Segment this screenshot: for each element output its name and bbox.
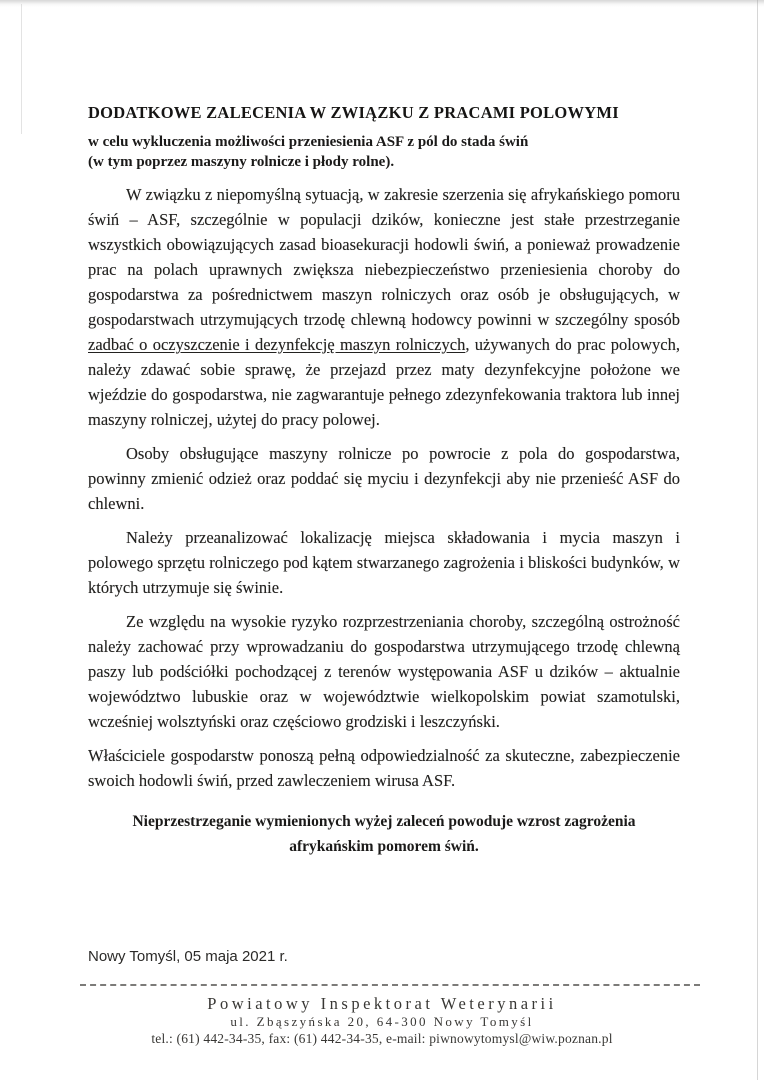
paragraph-text: , używanych do prac polowych, należy zdawać sobie sprawę, że przejazd przez maty dezynfekcyjne położone we wjeździe do gospodarstwa, nie zagwarantuje pełnego zdezynfekowania traktora lub innej maszyny rolniczej, użytej do pracy polowej.: [88, 335, 680, 429]
paragraph-text: Ze względu na wysokie ryzyko rozprzestrzeniania choroby, szczególną ostrożność należy zachować przy wprowadzaniu do gospodarstwa utrzymującego trzodę chlewną paszy lub podściółki pochodzącej z terenów występowania ASF u dzików – aktualnie województwo lubuskie oraz w województwie wielkopolskim powiat szamotulski, wcześniej wolsztyński oraz częściowo grodziski i leszczyński.: [88, 612, 680, 731]
paragraph: [88, 609, 680, 734]
footer-contact: tel.: (61) 442-34-35, fax: (61) 442-34-35, e-mail: piwnowytomysl@wiw.poznan.pl: [151, 1031, 613, 1046]
document-subtitle: [88, 132, 680, 172]
paragraph-text: Osoby obsługujące maszyny rolnicze po powrocie z pola do gospodarstwa, powinny zmienić odzież oraz poddać się myciu i dezynfekcji aby nie przenieść ASF do chlewni.: [88, 444, 680, 513]
paragraph-text: Właściciele gospodarstw ponoszą pełną odpowiedzialność za skuteczne, zabezpieczenie swoich hodowli świń, przed zawleczeniem wirusa ASF.: [88, 746, 680, 790]
paragraph: [88, 182, 680, 432]
paragraph-text: W związku z niepomyślną sytuacją, w zakresie szerzenia się afrykańskiego pomoru świń – ASF, szczególnie w populacji dzików, konieczne jest stałe przestrzeganie wszystkich obowiązujących zasad bioasekuracji hodowli świń, a ponieważ prowadzenie prac na polach uprawnych zwiększa niebezpieczeństwo przeniesienia choroby do gospodarstwa za pośrednictwem maszyn rolniczych oraz osób je obsługujących, w gospodarstwach utrzymujących trzodę chlewną hodowcy powinni w szczególny sposób: [88, 185, 680, 329]
document-content: [88, 0, 680, 859]
dateline: Nowy Tomyśl, 05 maja 2021 r.: [88, 948, 288, 965]
footer-address: ul. Zbąszyńska 20, 64-300 Nowy Tomyśl: [230, 1014, 534, 1029]
document-title: DODATKOWE ZALECENIA W ZWIĄZKU Z PRACAMI POLOWYMI: [88, 103, 619, 122]
paragraph: [88, 441, 680, 516]
document-subtitle-line-1: w celu wykluczenia możliwości przeniesienia ASF z pól do stada świń: [88, 134, 529, 150]
footer: [0, 994, 764, 1047]
dotted-separator: [80, 984, 700, 986]
footer-organization: Powiatowy Inspektorat Weterynarii: [207, 994, 557, 1013]
scan-right-edge-artifact: [757, 0, 758, 1080]
paragraph: [88, 743, 680, 793]
document-paragraphs: [88, 182, 680, 793]
paragraph: [88, 525, 680, 600]
paragraph-text: Należy przeanalizować lokalizację miejsca składowania i mycia maszyn i polowego sprzętu rolniczego pod kątem stwarzanego zagrożenia i bliskości budynków, w których utrzymuje się świnie.: [88, 528, 680, 597]
underlined-phrase: zadbać o oczyszczenie i dezynfekcję maszyn rolniczych: [88, 335, 466, 354]
emphasis-note: Nieprzestrzeganie wymienionych wyżej zaleceń powoduje wzrost zagrożenia afrykańskim pomorem świń.: [132, 813, 636, 855]
document-subtitle-line-2: (w tym poprzez maszyny rolnicze i płody rolne).: [88, 154, 395, 170]
scan-left-edge-artifact: [21, 4, 22, 134]
